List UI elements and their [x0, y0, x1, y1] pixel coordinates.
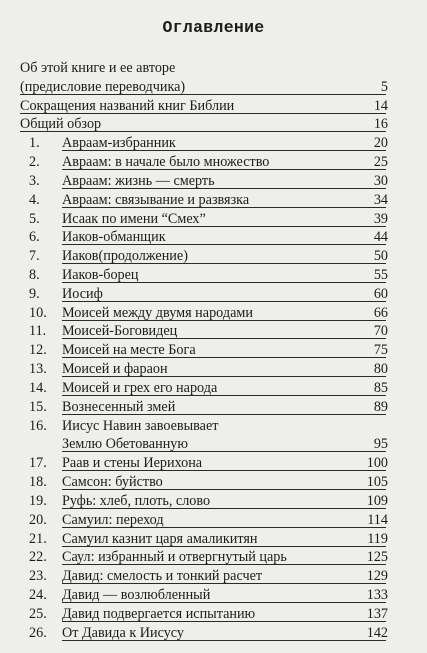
entry-leader-line — [62, 583, 386, 584]
entry-page-number: 114 — [367, 511, 388, 528]
entry-number: 12. — [29, 342, 47, 359]
entry-title: Давид: смелость и тонкий расчет — [62, 568, 263, 585]
entry-page-number: 55 — [373, 267, 388, 284]
entry-leader-line — [62, 414, 386, 415]
entry-number: 16. — [29, 417, 47, 434]
entry-leader-line — [62, 207, 386, 208]
entry-leader-line — [62, 244, 386, 245]
entry-number: 2. — [29, 154, 40, 171]
entry-page-number: 129 — [366, 568, 388, 585]
entry-leader-line — [62, 602, 386, 603]
entry-title: Раав и стены Иерихона — [62, 455, 203, 472]
entry-number: 17. — [29, 455, 47, 472]
entry-number: 24. — [29, 586, 47, 603]
entry-number: 25. — [29, 605, 47, 622]
entry-number: 23. — [29, 568, 47, 585]
entry-page-number: 39 — [373, 210, 388, 227]
entry-page-number: 44 — [373, 229, 388, 246]
entry-number: 1. — [29, 135, 40, 152]
entry-title: Общий обзор — [20, 116, 102, 133]
entry-title: Моисей между двумя народами — [62, 304, 253, 321]
page-title: Оглавление — [162, 18, 265, 37]
entry-title: Авраам-избранник — [62, 135, 176, 152]
entry-leader-line — [62, 169, 386, 170]
entry-number: 22. — [29, 549, 47, 566]
entry-page-number: 5 — [380, 78, 388, 95]
entry-title: Саул: избранный и отвергнутый царь — [62, 549, 287, 566]
entry-title: Самуил: переход — [62, 511, 164, 528]
entry-leader-line — [20, 94, 386, 95]
entry-page-number: 105 — [366, 474, 388, 491]
entry-title: Самуил казнит царя амаликитян — [62, 530, 258, 547]
entry-title: Землю Обетованную — [62, 436, 188, 453]
entry-leader-line — [62, 357, 386, 358]
entry-number: 21. — [29, 530, 47, 547]
entry-number: 5. — [29, 210, 40, 227]
entry-leader-line — [62, 338, 386, 339]
entry-title: Самсон: буйство — [62, 474, 163, 491]
entry-leader-line — [62, 508, 386, 509]
entry-title: Авраам: связывание и развязка — [62, 191, 250, 208]
entry-title: От Давида к Иисусу — [62, 624, 185, 641]
entry-number: 14. — [29, 379, 47, 396]
entry-page-number: 125 — [366, 549, 388, 566]
entry-page-number: 95 — [373, 436, 388, 453]
entry-title: Моисей-Боговидец — [62, 323, 178, 340]
entry-title: Иаков-борец — [62, 267, 139, 284]
entry-title: (предисловие переводчика) — [20, 78, 186, 95]
entry-title: Моисей и фараон — [62, 361, 168, 378]
entry-number: 10. — [29, 304, 47, 321]
entry-page-number: 137 — [366, 605, 388, 622]
entry-leader-line — [62, 376, 386, 377]
entry-page-number: 25 — [373, 154, 388, 171]
entry-leader-line — [62, 150, 386, 151]
entry-leader-line — [62, 320, 386, 321]
entry-title: Руфь: хлеб, плоть, слово — [62, 492, 211, 509]
entry-title: Иаков-обманщик — [62, 229, 166, 246]
entry-page-number: 142 — [366, 624, 388, 641]
entry-number: 20. — [29, 511, 47, 528]
entry-number: 8. — [29, 267, 40, 284]
entry-page-number: 133 — [366, 586, 388, 603]
entry-page-number: 34 — [373, 191, 388, 208]
entry-page-number: 14 — [373, 97, 388, 114]
entry-title: Об этой книге и ее авторе — [20, 60, 176, 76]
entry-leader-line — [20, 113, 386, 114]
entry-number: 11. — [29, 323, 47, 340]
entry-leader-line — [62, 527, 386, 528]
entry-page-number: 80 — [373, 361, 388, 378]
entry-title: Моисей на месте Бога — [62, 342, 196, 359]
entry-title: Иисус Навин завоевывает — [62, 417, 219, 434]
entry-title: Моисей и грех его народа — [62, 379, 218, 396]
entry-title: Иаков(продолжение) — [62, 248, 188, 265]
entry-leader-line — [62, 188, 386, 189]
entry-leader-line — [62, 451, 386, 452]
entry-number: 9. — [29, 285, 40, 302]
entry-title: Иосиф — [62, 285, 103, 302]
entry-page-number: 50 — [373, 248, 388, 265]
entry-page-number: 75 — [373, 342, 388, 359]
entry-page-number: 85 — [373, 379, 388, 396]
entry-leader-line — [62, 546, 386, 547]
entry-title: Давид подвергается испытанию — [62, 605, 256, 622]
entry-number: 19. — [29, 492, 47, 509]
entry-number: 15. — [29, 398, 47, 415]
entry-page-number: 119 — [367, 530, 388, 547]
entry-leader-line — [62, 226, 386, 227]
entry-number: 7. — [29, 248, 40, 265]
entry-title: Вознесенный змей — [62, 398, 176, 415]
entry-leader-line — [62, 395, 386, 396]
entry-leader-line — [62, 489, 386, 490]
entry-page-number: 109 — [366, 492, 388, 509]
entry-page-number: 66 — [373, 304, 388, 321]
entry-leader-line — [62, 301, 386, 302]
entry-leader-line — [62, 282, 386, 283]
entry-title: Авраам: жизнь — смерть — [62, 172, 215, 189]
entry-leader-line — [62, 640, 386, 641]
entry-leader-line — [62, 621, 386, 622]
entry-page-number: 30 — [373, 172, 388, 189]
entry-number: 18. — [29, 474, 47, 491]
entry-page-number: 89 — [373, 398, 388, 415]
entry-title: Сокращения названий книг Библии — [20, 97, 235, 114]
entry-number: 4. — [29, 191, 40, 208]
entry-number: 26. — [29, 624, 47, 641]
entry-title: Исаак по имени “Смех” — [62, 210, 206, 227]
entry-number: 13. — [29, 361, 47, 378]
entry-number: 6. — [29, 229, 40, 246]
entry-leader-line — [62, 564, 386, 565]
entry-leader-line — [20, 131, 386, 132]
entry-page-number: 60 — [373, 285, 388, 302]
entry-leader-line — [62, 470, 386, 471]
entry-leader-line — [62, 263, 386, 264]
entry-title: Давид — возлюбленный — [62, 586, 211, 603]
entry-page-number: 20 — [373, 135, 388, 152]
entry-title: Авраам: в начале было множество — [62, 154, 270, 171]
entry-page-number: 70 — [373, 323, 388, 340]
entry-page-number: 100 — [366, 455, 388, 472]
entry-page-number: 16 — [373, 116, 388, 133]
entry-number: 3. — [29, 172, 40, 189]
